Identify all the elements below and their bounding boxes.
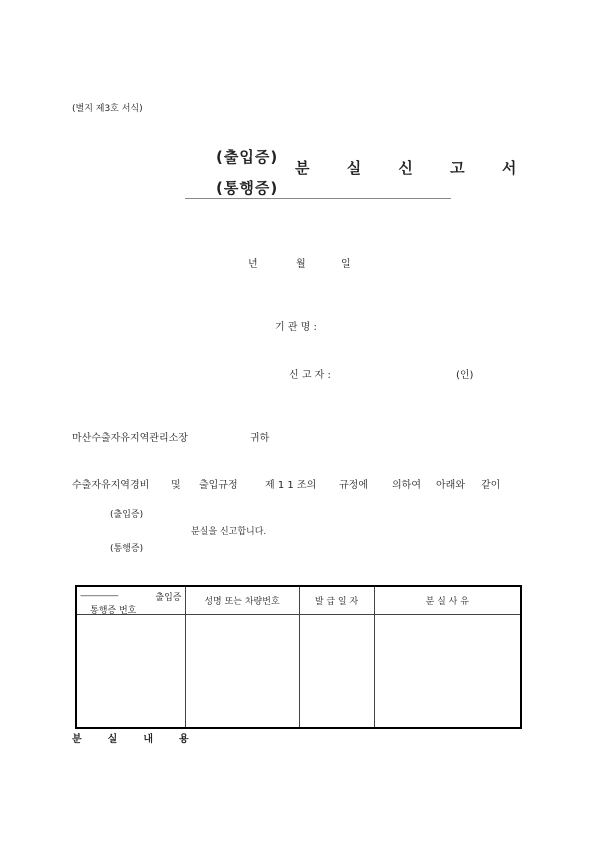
table-row bbox=[76, 615, 521, 729]
header-card-type: 출입증 bbox=[155, 593, 182, 603]
reporter-label: 신 고 자 : bbox=[289, 370, 331, 381]
header-issue-date: 발 급 일 자 bbox=[299, 586, 374, 615]
date-year-label: 년 bbox=[248, 259, 258, 270]
body-word: 의하여 bbox=[392, 480, 421, 491]
header-dashes: -------------------- bbox=[80, 591, 118, 600]
header-loss-reason: 분 실 사 유 bbox=[374, 586, 521, 615]
pass-label-2: (통행증) bbox=[216, 179, 279, 197]
form-number: (별지 제3호 서식) bbox=[72, 104, 143, 114]
loss-detail-table bbox=[75, 585, 522, 729]
title-underline bbox=[185, 198, 451, 199]
header-card-number-label: 통행증 번호 bbox=[90, 606, 137, 616]
cell-issue-date[interactable] bbox=[299, 615, 374, 729]
header-card-number bbox=[76, 586, 185, 615]
pass-option-2: (통행증) bbox=[110, 544, 144, 554]
pass-option-1: (출입증) bbox=[110, 510, 144, 520]
header-name-or-vehicle: 성명 또는 차량번호 bbox=[185, 586, 299, 615]
body-word: 제 1 1 조의 bbox=[265, 480, 317, 491]
cell-name-or-vehicle[interactable] bbox=[185, 615, 299, 729]
date-day-label: 일 bbox=[341, 259, 351, 270]
recipient-suffix: 귀하 bbox=[250, 433, 270, 444]
document-title: 분 실 신 고 서 bbox=[295, 159, 533, 177]
date-month-label: 월 bbox=[296, 259, 306, 270]
recipient: 마산수출자유지역관리소장 bbox=[72, 433, 188, 444]
body-word: 같이 bbox=[481, 480, 501, 491]
cell-loss-reason[interactable] bbox=[374, 615, 521, 729]
cell-card-number[interactable] bbox=[76, 615, 185, 729]
body-word: 수출자유지역경비 bbox=[72, 480, 150, 491]
body-word: 및 bbox=[171, 480, 181, 491]
seal-mark: (인) bbox=[456, 370, 474, 381]
body-word: 규정에 bbox=[339, 480, 368, 491]
agency-label: 기 관 명 : bbox=[275, 322, 317, 333]
pass-label-1: (출입증) bbox=[216, 148, 279, 166]
footer-title: 분실내용 bbox=[72, 734, 215, 745]
body-word: 출입규정 bbox=[199, 480, 238, 491]
body-word: 아래와 bbox=[436, 480, 465, 491]
report-text: 분실을 신고합니다. bbox=[191, 527, 267, 537]
table-header-row bbox=[76, 586, 521, 615]
